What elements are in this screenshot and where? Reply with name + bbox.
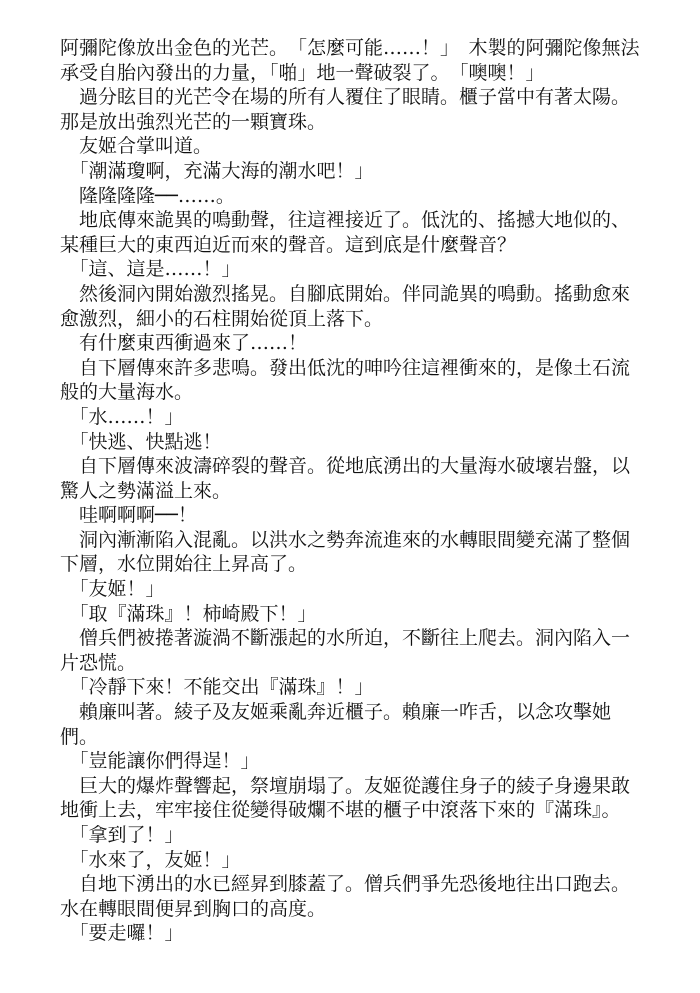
paragraph: 然後洞內開始激烈搖晃。自腳底開始。伴同詭異的鳴動。搖動愈來愈激烈，細小的石柱開始從頂上落下。 (60, 282, 631, 330)
paragraph: 自下層傳來許多悲鳴。發出低沈的呻吟往這裡衝來的，是像土石流般的大量海水。 (60, 356, 631, 404)
paragraph: 洞內漸漸陷入混亂。以洪水之勢奔流進來的水轉眼間變充滿了整個下層，水位開始往上昇高了。 (60, 528, 631, 576)
paragraph: 有什麼東西衝過來了……！ (60, 332, 308, 355)
paragraph: 賴廉叫著。綾子及友姬乘亂奔近櫃子。賴廉一咋舌，以念攻擊她們。 (60, 701, 612, 748)
paragraph: 「要走囉！」 (60, 922, 184, 945)
paragraph: 「潮滿瓊啊，充滿大海的潮水吧！」 (60, 159, 374, 182)
paragraph: 「取『滿珠』！柿崎殿下！」 (60, 602, 317, 625)
paragraph: 「水……！」 (60, 405, 184, 428)
paragraph: 「友姬！」 (60, 578, 165, 601)
paragraph: 「水來了，友姬！」 (60, 848, 241, 871)
paragraph: 「這、這是……！」 (60, 258, 241, 281)
paragraph: 哇啊啊啊──！ (60, 504, 197, 527)
paragraph: 「快逃、快點逃！ (60, 430, 222, 453)
paragraph: 自地下湧出的水已經昇到膝蓋了。僧兵們爭先恐後地往出口跑去。水在轉眼間便昇到胸口的高度。 (60, 873, 631, 920)
paragraph: 過分眩目的光芒令在場的所有人覆住了眼睛。櫃子當中有著太陽。那是放出強烈光芒的一顆寶珠。 (60, 86, 631, 133)
paragraph: 地底傳來詭異的鳴動聲，往這裡接近了。低沈的、搖撼大地似的、某種巨大的東西迫近而來的聲音。這到底是什麼聲音？ (60, 209, 631, 256)
document-page (60, 36, 640, 946)
paragraph: 「冷靜下來！不能交出『滿珠』！」 (60, 676, 374, 699)
paragraph: 僧兵們被捲著漩渦不斷漲起的水所迫，不斷往上爬去。洞內陷入一片恐慌。 (60, 627, 631, 674)
paragraph: 自下層傳來波濤碎裂的聲音。從地底湧出的大量海水破壞岩盤，以驚人之勢滿溢上來。 (60, 455, 631, 502)
paragraph: 巨大的爆炸聲響起，祭壇崩塌了。友姬從護住身子的綾子身邊果敢地衝上去，牢牢接住從變得破爛不堪的櫃子中滾落下來的『滿珠』。 (60, 774, 631, 822)
paragraph: 「豈能讓你們得逞！」 (60, 750, 260, 773)
paragraph: 友姬合掌叫道。 (60, 135, 213, 158)
paragraph: 隆隆隆隆──……。 (60, 184, 235, 207)
paragraph: 「拿到了！」 (60, 824, 184, 846)
paragraph: 阿彌陀像放出金色的光芒。 「怎麼可能……！」 木製的阿彌陀像無法承受自胎內發出的力量，「啪」地一聲破裂了。 「噢噢！」 (60, 37, 640, 84)
